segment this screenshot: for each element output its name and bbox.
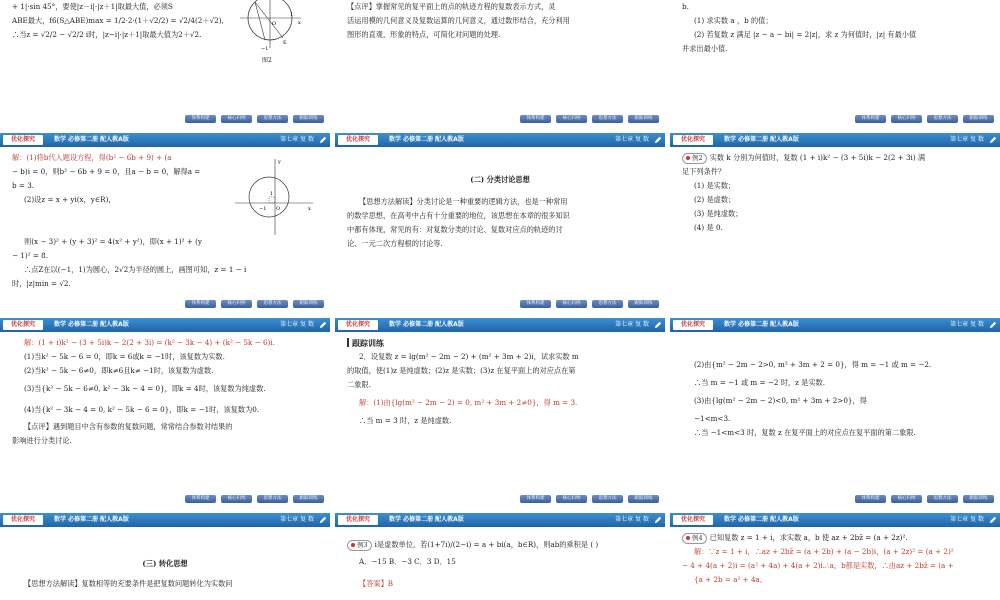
text-line: −1<m<3. — [694, 414, 731, 423]
logo: 优化探究 — [673, 135, 713, 145]
text-line: 解：(1 + i)k² − (3 + 5i)k − 2(2 + 3i) = (k² − 3k − 4) + (k² − 5k − 6)i. — [24, 338, 275, 347]
text-line: 中都有体现，常见的有：对复数分类的讨论、复数对应点的轨迹的讨 — [347, 225, 563, 234]
nav-button-training[interactable]: 跟踪训练 — [293, 115, 324, 123]
text-line: ∴点Z在以(−1，1)为圆心，2√2为半径的圆上，画图可知，z = 1 − i — [24, 265, 247, 274]
logo: 优化探究 — [673, 320, 713, 330]
nav-button-structure[interactable]: 体系构建 — [185, 495, 216, 503]
slide-body — [682, 151, 988, 235]
fig-mark: x — [308, 206, 311, 212]
nav-button-structure[interactable]: 体系构建 — [855, 115, 886, 123]
text-line: 【思想方法解读】分类讨论是一种重要的逻辑方法，也是一种常用 — [359, 197, 568, 206]
logo: 优化探究 — [673, 515, 713, 525]
nav-button-method[interactable]: 思想方法 — [592, 300, 623, 308]
nav-button-core[interactable]: 核心归纳 — [891, 495, 922, 503]
slide-header — [670, 513, 1000, 527]
text-line: 图形的直观、形象的特点，可简化对问题的处理. — [347, 30, 501, 39]
text-line: 解：(1)将b代入题设方程，得(b² − 6b + 9) + (a — [12, 153, 172, 162]
pen-icon — [654, 321, 662, 329]
chapter-title: 第七章 复 数 — [950, 321, 984, 328]
slide-nav — [520, 115, 659, 124]
nav-button-core[interactable]: 核心归纳 — [556, 115, 587, 123]
text-line: − 1)² = 8. — [12, 251, 49, 260]
text-line: 活运用模的几何意义及复数运算的几何意义，通过数形结合，充分利用 — [347, 16, 570, 25]
text-line: (4)当{k² − 3k − 4 = 0, k² − 5k − 6 = 0}，即k = −1时，该复数为0. — [24, 405, 260, 414]
slide-header — [0, 133, 330, 147]
text-line: (2) 是虚数； — [694, 195, 736, 204]
pen-icon — [989, 321, 997, 329]
slide-body — [347, 336, 653, 428]
text-line: 时，|z|min = √2. — [12, 279, 71, 288]
nav-button-structure[interactable]: 体系构建 — [855, 495, 886, 503]
slide-nav — [520, 300, 659, 309]
text-line: − 4 + 4(a + 2)i = (a² + 4a) + 4(a + 2)i.∴a，b都是实数，∴由az + 2bz̄ = (a + — [682, 561, 954, 570]
pen-icon — [319, 136, 327, 144]
chapter-title: 第七章 复 数 — [280, 516, 314, 523]
nav-button-training[interactable]: 跟踪训练 — [628, 115, 659, 123]
slide-body — [12, 557, 318, 591]
slide-s12 — [670, 133, 1000, 313]
text-line: − b)i = 0，则b² − 6b + 9 = 0，且a − b = 0，解得a = — [12, 167, 201, 176]
fig-mark: y — [278, 159, 281, 165]
pen-icon — [319, 321, 327, 329]
text-line: (3)当{k² − 5k − 6≠0, k² − 3k − 4 = 0}，即k = 4时，该复数为纯虚数. — [24, 384, 266, 393]
course-title: 数学 必修第二册 配人教A版 — [54, 136, 129, 143]
text-line: 解：∵z = 1 + i，∴az + 2bz̄ = (a + 2b) + (a − 2b)i，(a + 2z)² = (a + 2)² — [694, 547, 954, 556]
slide-body — [347, 535, 653, 591]
slide-nav — [855, 495, 994, 504]
course-title: 数学 必修第二册 配人教A版 — [724, 321, 799, 328]
chapter-title: 第七章 复 数 — [950, 516, 984, 523]
text-line: ∴当 −1<m<3 时，复数 z 在复平面上的对应点在复平面的第二象限. — [694, 428, 916, 437]
text-line: 例4 已知复数 z = 1 + i，求实数 a，b 使 az + 2bz̄ = (a + 2z)². — [682, 531, 988, 545]
answer-options: A．−15 B．−3 C．3 D．15 — [359, 557, 456, 566]
slide-s32 — [670, 513, 1000, 600]
text-line: (3) 是纯虚数； — [694, 209, 743, 218]
text-line: b = 3. — [12, 181, 35, 190]
text-line: ABE最大，f6(S△ABE)max = 1/2·2·(1＋√2/2) = √2/4(2＋√2), — [12, 16, 224, 25]
fig-mark: −1 — [259, 206, 267, 212]
text-line: 影响进行分类讨论. — [12, 436, 72, 445]
slide-body — [682, 354, 988, 440]
slide-header — [335, 513, 665, 527]
chapter-title: 第七章 复 数 — [950, 136, 984, 143]
example-badge: 例4 — [682, 533, 707, 544]
section-title: (二) 分类讨论思想 — [470, 175, 530, 184]
course-title: 数学 必修第二册 配人教A版 — [54, 321, 129, 328]
text-line: 二象限. — [347, 380, 371, 389]
nav-button-training[interactable]: 跟踪训练 — [963, 495, 994, 503]
slide-nav — [855, 115, 994, 124]
text-line: (1) 是实数； — [694, 181, 736, 190]
course-title: 数学 必修第二册 配人教A版 — [389, 136, 464, 143]
text-line: 的取值，使(1)z 是纯虚数；(2)z 是实数；(3)z 在复平面上的对应点在第 — [347, 366, 576, 375]
nav-button-method[interactable]: 思想方法 — [257, 115, 288, 123]
slide-body — [682, 531, 988, 587]
chapter-title: 第七章 复 数 — [280, 321, 314, 328]
section-title: (三) 转化思想 — [142, 559, 188, 568]
nav-button-method[interactable]: 思想方法 — [927, 495, 958, 503]
text-line: 足下列条件？ — [682, 167, 726, 176]
course-title: 数学 必修第二册 配人教A版 — [389, 516, 464, 523]
text-line: 例3 i是虚数单位，若(1+7i)/(2−i) = a + bi(a，b∈R)，则ab的乘积是 ( ) — [347, 535, 653, 555]
text-line: (1)当k² − 5k − 6 = 0，即k = 6或k = −1时，该复数为实数. — [24, 352, 225, 361]
slide-s02 — [670, 0, 1000, 128]
slide-body — [12, 336, 318, 448]
logo: 优化探究 — [338, 515, 378, 525]
nav-button-core[interactable]: 核心归纳 — [221, 300, 252, 308]
slide-header — [0, 513, 330, 527]
nav-button-core[interactable]: 核心归纳 — [221, 495, 252, 503]
slide-s21 — [335, 318, 665, 508]
text-line: (2) 若复数 z 满足 |z − a − bi| = 2|z|，求 z 为何值时，|z| 有最小值 — [694, 30, 917, 39]
slide-body-lower — [12, 235, 318, 291]
slide-nav — [185, 495, 324, 504]
nav-button-training[interactable]: 跟踪训练 — [628, 495, 659, 503]
fig-mark: −1 — [261, 46, 269, 52]
pen-icon — [654, 516, 662, 524]
text-line: (4) 是 0. — [694, 223, 723, 232]
text-line: + 1|·sin 45°，要使|z－i|·|z＋1|取最大值，必须S — [12, 2, 173, 11]
slide-body — [347, 173, 653, 251]
slide-header — [335, 318, 665, 332]
nav-button-method[interactable]: 思想方法 — [927, 115, 958, 123]
fig-mark: E — [283, 40, 287, 46]
slide-body — [347, 0, 653, 42]
nav-button-training[interactable]: 跟踪训练 — [293, 300, 324, 308]
course-title: 数学 必修第二册 配人教A版 — [54, 516, 129, 523]
logo: 优化探究 — [3, 320, 43, 330]
chapter-title: 第七章 复 数 — [280, 136, 314, 143]
slide-s31 — [335, 513, 665, 600]
fig-mark: 1 — [290, 12, 294, 18]
text-line: (2)当k² − 5k − 6≠0，即k≠6且k≠ −1时，该复数为虚数. — [24, 366, 214, 375]
nav-button-structure[interactable]: 体系构建 — [185, 115, 216, 123]
nav-button-core[interactable]: 核心归纳 — [556, 495, 587, 503]
text-line: 例2 实数 k 分别为何值时，复数 (1 + i)k² − (3 + 5i)k − 2(2 + 3i) 满 — [682, 151, 988, 165]
slide-body — [682, 0, 988, 56]
text-line: 论、一元二次方程根的讨论等. — [347, 239, 443, 248]
logo: 优化探究 — [338, 320, 378, 330]
fig-mark: x — [298, 20, 301, 26]
text-line: 则(x − 3)² + (y + 3)² = 4(x² + y²)，即(x + 1)² + (y — [24, 237, 202, 246]
section-title: 跟踪训练 — [347, 336, 653, 350]
slide-header — [670, 133, 1000, 147]
nav-button-training[interactable]: 跟踪训练 — [628, 300, 659, 308]
nav-button-structure[interactable]: 体系构建 — [520, 115, 551, 123]
text-line: 【思想方法解读】复数相等的充要条件是把复数问题转化为实数问 — [24, 579, 233, 588]
slide-body — [12, 151, 240, 207]
text-line: 的数学思想，在高考中占有十分重要的地位，该思想在本章的很多知识 — [347, 211, 570, 220]
pen-icon — [989, 136, 997, 144]
figure-caption: 图2 — [262, 57, 272, 64]
nav-button-structure[interactable]: 体系构建 — [520, 300, 551, 308]
slide-nav — [185, 300, 324, 309]
nav-button-core[interactable]: 核心归纳 — [891, 115, 922, 123]
example-badge: 例2 — [682, 153, 707, 164]
text-line: b. — [682, 2, 689, 11]
slide-s10 — [0, 133, 330, 313]
nav-button-training[interactable]: 跟踪训练 — [293, 495, 324, 503]
nav-button-method[interactable]: 思想方法 — [257, 300, 288, 308]
pen-icon — [319, 516, 327, 524]
slide-s22 — [670, 318, 1000, 508]
nav-button-core[interactable]: 核心归纳 — [556, 300, 587, 308]
course-title: 数学 必修第二册 配人教A版 — [389, 321, 464, 328]
slide-header — [0, 318, 330, 332]
slide-header — [670, 318, 1000, 332]
slide-s00 — [0, 0, 330, 128]
text-line: 并求出最小值. — [682, 44, 728, 53]
slide-nav — [520, 495, 659, 504]
fig-mark: O — [276, 206, 281, 212]
logo: 优化探究 — [3, 135, 43, 145]
coordinate-figure — [235, 157, 315, 237]
text-line: 解：(1)由{lg(m² − 2m − 2) = 0, m² + 3m + 2≠0}，得 m = 3. — [359, 398, 578, 407]
answer-line: 【答案】B — [359, 579, 394, 588]
fig-mark: O — [272, 21, 277, 27]
logo: 优化探究 — [3, 515, 43, 525]
slide-s30 — [0, 513, 330, 600]
text-line: ∴当 m = −1 或 m = −2 时，z 是实数. — [694, 378, 826, 387]
nav-button-structure[interactable]: 体系构建 — [520, 495, 551, 503]
slide-s11 — [335, 133, 665, 313]
pen-icon — [989, 516, 997, 524]
course-title: 数学 必修第二册 配人教A版 — [724, 136, 799, 143]
nav-button-method[interactable]: 思想方法 — [592, 115, 623, 123]
chapter-title: 第七章 复 数 — [615, 136, 649, 143]
slide-nav — [185, 115, 324, 124]
slide-s01 — [335, 0, 665, 128]
course-title: 数学 必修第二册 配人教A版 — [724, 516, 799, 523]
nav-button-core[interactable]: 核心归纳 — [221, 115, 252, 123]
nav-button-training[interactable]: 跟踪训练 — [963, 115, 994, 123]
slide-s20 — [0, 318, 330, 508]
text-line: (3)由{lg(m² − 2m − 2)<0, m² + 3m + 2>0}，得 — [694, 396, 867, 405]
text-line: ∴当z = √2/2 − √2/2 i时，|z−i|·|z＋1|取最大值为2＋√2. — [12, 30, 202, 39]
text-line: 【点评】遇到题目中含有参数的复数问题，常常结合参数对结果的 — [24, 422, 233, 431]
nav-button-method[interactable]: 思想方法 — [257, 495, 288, 503]
example-badge: 例3 — [347, 540, 372, 551]
logo: 优化探究 — [338, 135, 378, 145]
nav-button-method[interactable]: 思想方法 — [592, 495, 623, 503]
text-line: ∴当 m = 3 时，z 是纯虚数. — [359, 416, 452, 425]
text-line: 【点评】掌握常见的复平面上的点的轨迹方程的复数表示方式，灵 — [347, 2, 556, 11]
text-line: (2)由{m² − 2m − 2>0, m² + 3m + 2 = 0}，得 m = −1 或 m = −2. — [694, 360, 932, 369]
chapter-title: 第七章 复 数 — [615, 516, 649, 523]
fig-mark: 1 — [270, 191, 274, 197]
chapter-title: 第七章 复 数 — [615, 321, 649, 328]
text-line: {a + 2b = a² + 4a, — [694, 575, 763, 584]
pen-icon — [654, 136, 662, 144]
text-line: (1) 求实数 a ，b 的值； — [694, 16, 773, 25]
slide-header — [335, 133, 665, 147]
text-line: 2．设复数 z = lg(m² − 2m − 2) + (m² + 3m + 2)i，试求实数 m — [359, 352, 579, 361]
nav-button-structure[interactable]: 体系构建 — [185, 300, 216, 308]
text-line: (2)设z = x + yi(x，y∈R)， — [24, 195, 116, 204]
